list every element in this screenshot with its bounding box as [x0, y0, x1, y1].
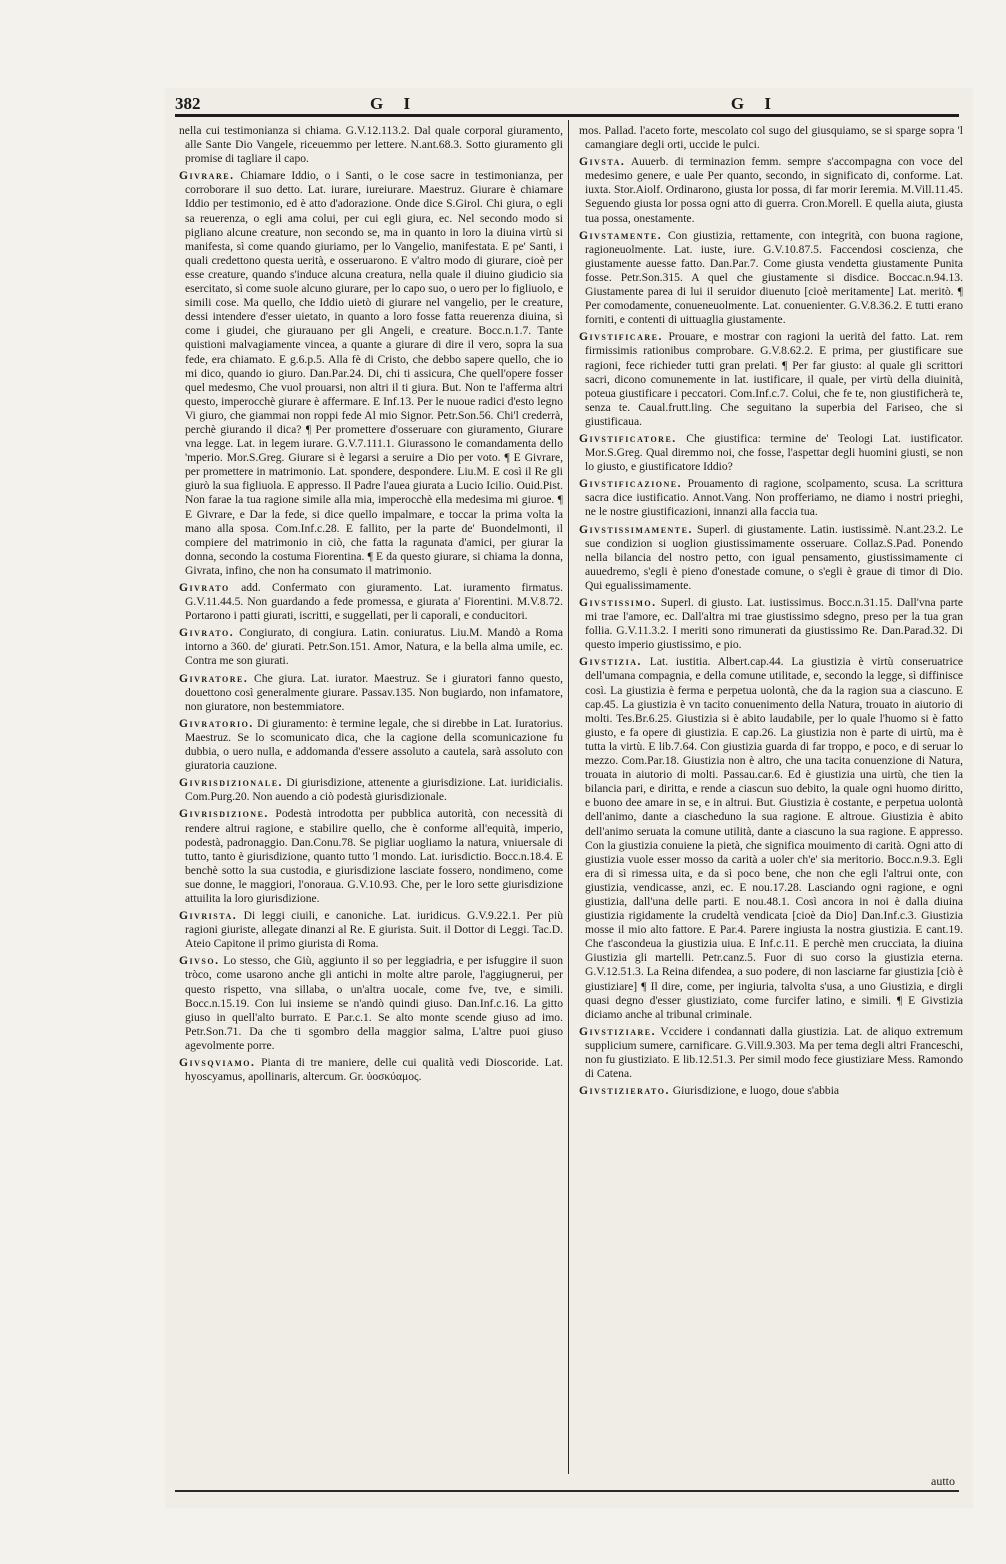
entry-text: Chiamare Iddio, o i Santi, o le cose sacre in testimonianza, per corroborare il suo detto. Lat. iurare, iureiurare. Maestruz. Giurare è chiamare Iddio per testimonio, ed è atto d'adorazione. Onde dice S.Girol. Chi giura, o egli sa reuerenza, o egli ama colui, per cui egli giura, ec. Nel secondo modo si pigliano alcune creature, non secondo se, ma in quanto in loro la diuina virtù si manifesta, sì come quando giuriamo, per lo Vangelio, manifestata. E pe' Santi, i quali credettono questa uerità, e osseruarono. E v'altro modo di giurare, cioè per esse creature, quando s'induce alcuna creatura, nella quale il diuino giudicio sia esercitato, sì come suole alcuno giurare, per lo capo suo, o uero per lo figliuolo, e simili cose. Ma quello, che Iddio uietò di giurare nel vangelio, per le creature, dessi intendere d'esser uietato, in quanto a loro fosse fatta reuerenza diuina, sì come i giudei, che giurauano per gli Angeli, e creature. Bocc.n.1.7. Tante quistioni malvagiamente vincea, a quante a giurare di dire il vero, sopra la sua fede, era chiamato. E g.6.p.5. Alla fè di Cristo, che debbo sapere quello, che io mi dico, quando io giuro. Dan.Par.24. Di, chi ti assicura, Che quell'opere fosser quel medesmo, Che vuol prouarsi, non altri il ti giura. But. Non te l'afferma altri questo, imperocchè giurare è affermare. E Inf.13. Per le nuoue radici d'esto legno Vi giuro, che giammai non roppi fede Al mio Signor. Petr.Son.56. Chi'l crederrà, perchè giurando il dica? ¶ Per promettere d'osseruare con giuramento, Giurare vna legge. Lat. in legem iurare. G.V.7.111.1. Giurassono le comandamenta dello 'mperio. Mor.S.Greg. Giurare si è legarsi a seruire a Dio per voto. ¶ E Givrare, per promettere in matrimonio. Lat. spondere, despondere. Liu.M. E così il Re gli giurò la sua figliuola. E appresso. Il Padre l'auea giurata a Lucio Icilio. Ouid.Pist. Non farae la tua ragione simile alla mia, imperocchè ella medesima mi giuroe. ¶ E Givrare, e Dar la fede, si dice quello impalmare, e toccar la prima volta la mano alla sposa. Com.Inf.c.28. E fallito, per la parte de' Buondelmonti, il compiere del matrimonio in ciò, che fatta la ragunata d'amici, per giurar la donna, secondo la costuma Fiorentina. ¶ E da questo giurare, si chiama la donna, Givrata, infino, che non ha consumato il matrimonio. [185, 169, 563, 577]
dictionary-entry [579, 1025, 963, 1081]
entry-text: mos. Pallad. l'aceto forte, mescolato col sugo del giusquiamo, se si sparge sopra 'l camangiare degli orti, uccide le pulci. [579, 124, 963, 152]
entry-text: Lat. iustitia. Albert.cap.44. La giustizia è virtù conseruatrice dell'umana compagnia, e della comune utilitade, e, secondo la legge, sì diffinisce così. La giustizia è ferma e perpetua uolontà, che da la ragion sua a ciascuno. E cap.45. La giustizia è vn tacito conuenimento della Natura, trouato in aiutorio di molti. Tes.Br.6.25. Giustizia si è abito laudabile, per lo quale l'huomo si è fatto giusto, e fa opere di giustizia. E cap.26. La giustizia non è parte di uirtù, ma è tutta la virtù. E lib.7.64. Con giustizia guarda di far troppo, e poco, e di seruar lo mezzo. Com.Par.18. Giustizia non è altro, che una tacita conuenzione di Natura, trouata in aiutorio di molti. Passau.car.6. Ed è giustizia una uirtù, che tien la bilancia pari, e diritta, e rende a ciascun suo debito, la quale ogni huomo diritto, e buono dee amare in se, e in altrui. But. Giustizia è costante, e perpetua uolontà dell'animo, dante a ciascheduno la sua ragione. E altroue. Giustizia è abito dell'animo seruata la comune utilità, dante a ciascuno la sua ragione. E appresso. Con la giustizia conuiene la pietà, che significa mouimento di carità. Ogni atto di giustizia vuole esser mosso da carità a uoler ch'e' sia meritorio. Bocc.n.9.3. Egli era di sì rimessa uita, e da sì poco bene, che non che egli l'altrui onte, con giustizia, vendicasse, anzi, ec. E nou.17.28. Lasciando ogni ragione, e ogni giustizia, dall'una delle parti. E nou.48.1. Così ancora in noi è dalla diuina giustizia rigidamente la crudeltà vendicata [cioè da Dio] Dan.Inf.c.3. Giustizia mosse il mio alto fattore. E Par.4. Parere ingiusta la nostra giustizia. E cant.19. Che t'ascondeua la giustizia uiua. E Inf.c.11. E perchè men crucciata, la diuina Giustizia gli martelli. Petr.canz.5. Fuor di suo corso la giustizia eterna. G.V.12.51.3. La Reina difendea, a suo podere, di non lasciarne far giustizia [ciò è giustiziare] ¶ Il dire, come, per ingiuria, talvolta s'usa, a uno Giustizia, e dirgli quasi degno d'esser giustiziato, come furcifer latino, e simili. ¶ E Givstizia diciamo anche al tribunal criminale. [585, 655, 963, 1021]
dictionary-entry [579, 477, 963, 519]
dictionary-entry [179, 626, 563, 668]
dictionary-entry [579, 523, 963, 593]
entry-text: Con giustizia, rettamente, con integrità, con buona ragione, ragioneuolmente. Lat. iuste, iure. G.V.10.87.5. Faccendosi coscienza, che giustamente auesse fatto. Dan.Par.7. Come giusta vendetta giustamente Punita fosse. Petr.Son.315. A quel che giustamente si disdice. Boccac.n.94.13. Giustamente parea di lui il seruidor diuenuto [cioè meritamente] Lat. meritò. ¶ Per comodamente, conueneuolmente. Lat. conuenienter. G.V.8.36.2. E tutti erano forniti, e contenti di uittuaglia giustamente. [585, 228, 963, 327]
entry-text: Superl. di giustamente. Latin. iustissimè. N.ant.23.2. Le sue condizion si uoglion giustissimamente osseruare. Collaz.S.Pad. Ponendo nella bilancia del nostro petto, con igual pensamento, giustissimamente ci auuedremo, s'egli è pieno d'onestade comune, o s'egli è graue di timor di Dio. Qui egualissimamente. [585, 522, 963, 592]
dictionary-entry [579, 1084, 963, 1098]
dictionary-entry [579, 596, 963, 652]
page-number: 382 [175, 94, 201, 113]
entry-headword: Givratore. [179, 671, 249, 685]
dictionary-page [165, 88, 973, 1508]
entry-text: Superl. di giusto. Lat. iustissimus. Bocc.n.31.15. Dall'vna parte mi trae l'amore, ec. Dall'altra mi trae giustissimo sdegno, preso per la tua gran follia. G.V.11.3.2. I meriti sono rimunerati da giustissimo Re. Dan.Parad.32. Di questo imperio giustissimo, e pio. [585, 596, 963, 652]
entry-text: add. Confermato con giuramento. Lat. iuramento firmatus. G.V.11.44.5. Non guardando a fede promessa, e giurata a' Fiorentini. M.V.8.72. Portarono i patti giurati, iscritti, e suggellati, per li caporali, e conducitori. [185, 581, 563, 623]
right-column [579, 124, 963, 1464]
left-column [179, 124, 563, 1464]
entry-headword: Givrista. [179, 909, 238, 923]
entry-text: Di giuramento: è termine legale, che si direbbe in Lat. Iuratorius. Maestruz. Se lo scomunicato dica, che la cagione della scomunicazione fu dubbia, o uero nulla, e addomanda d'essere assoluto a cautela, sarà assoluto con giuratoria cauzione. [185, 716, 563, 773]
dictionary-entry [179, 807, 563, 906]
bottom-rule [175, 1490, 959, 1492]
entry-headword: Givratorio. [179, 716, 254, 730]
entry-headword: Givstizierato. [579, 1084, 670, 1098]
dictionary-entry [179, 954, 563, 1053]
entry-text: Congiurato, di congiura. Latin. coniuratus. Liu.M. Mandò a Roma intorno a 360. de' giurati. Petr.Son.151. Amor, Natura, e la bella alma umile, ec. Contra me son giurati. [185, 626, 563, 668]
dictionary-entry [579, 155, 963, 225]
entry-text: Lo stesso, che Giù, aggiunto il so per leggiadria, e per isfuggire il suon tròco, come usarono anche gli antichi in molte altre parole, l'aggiugnerui, per questo rispetto, vna sillaba, o un'altra uocale, come fve, tve, e simili. Bocc.n.15.19. Con lui insieme se n'andò quindi giuso. Dan.Inf.c.16. La gitto giuso in quell'alto burrato. E Par.c.1. Se alto monte scende giuso ad imo. Petr.Son.71. Da che ti sgombro della maggior salma, L'altre puoi giuso agevolmente porre. [185, 954, 563, 1052]
dictionary-entry [179, 124, 563, 166]
dictionary-entry [179, 1056, 563, 1084]
entry-text: Pianta di tre maniere, delle cui qualità vedi Dioscoride. Lat. hyoscyamus, apollinaris, altercum. Gr. ὑοσκύαμος. [185, 1056, 563, 1084]
entry-headword: Givrare. [179, 169, 235, 183]
dictionary-entry [579, 229, 963, 328]
entry-headword: Givrato. [179, 626, 235, 640]
entry-text: Podestà introdotta per pubblica autorità, con necessità di rendere altrui ragione, e stabilire quello, che è conforme all'equità, imperio, podestà, padronaggio. Dan.Conu.78. Se pigliar uogliamo la natura, vniuersale di tutto, tanto è giurisdizione, quanto tutto 'l mondo. Lat. iurisdictio. Bocc.n.18.4. E benchè sotto la sua custodia, e giurisdizione lasciate fossero, nondimeno, come sue donne, le maggiori, l'onoraua. G.V.10.93. Che, per le loro sette giurisdizione attuilita la loro giurisdizione. [185, 807, 563, 905]
entry-headword: Givstificare. [579, 330, 663, 344]
entry-headword: Givstizia. [579, 655, 642, 669]
dictionary-entry [579, 432, 963, 474]
entry-text: Che giura. Lat. iurator. Maestruz. Se i giuratori fanno questo, douettono così generalmente giurare. Passav.135. Non bugiardo, non infamatore, non giuratore, non bestemmiatore. [185, 671, 563, 713]
entry-headword: Givstamente. [579, 228, 663, 242]
entry-headword: Givsqviamo. [179, 1056, 256, 1069]
dictionary-entry [579, 330, 963, 429]
entry-headword: Givstiziare. [579, 1024, 657, 1038]
entry-text: Auuerb. di terminazion femm. sempre s'accompagna con voce del medesimo genere, e uale Per quanto, secondo, in significato di, conforme. Lat. iuxta. Stor.Aiolf. Ordinarono, giusta lor possa, di far morir Ieremia. M.Vill.11.45. Seguendo giusta lor possa ogni atto di guerra. Cron.Morell. E quella aiuta, giusta tua possa, onestamente. [585, 155, 963, 225]
dictionary-entry [179, 581, 563, 623]
entry-headword: Givstissimo. [579, 596, 657, 609]
entry-headword: Givrisdizione. [179, 807, 269, 821]
dictionary-entry [179, 672, 563, 714]
dictionary-entry [179, 909, 563, 951]
entry-text: Vccidere i condannati dalla giustizia. Lat. de aliquo extremum supplicium sumere, carnificare. G.Vill.9.303. Ma per tema degli altri Franceschi, non fu giustiziato. E lib.12.51.3. Per simil modo fece giustiziare Mess. Ramondo di Catena. [585, 1024, 963, 1081]
entry-headword: Givstificatore. [579, 431, 677, 445]
column-divider [568, 120, 569, 1474]
entry-text: Prouamento di ragione, scolpamento, scusa. La scrittura sacra dice iustificatio. Annot.Vang. Non profferiamo, ne diamo i nostri prieghi, ne le nostre giustificazioni, innanzi alla faccia tua. [585, 477, 963, 519]
running-head-left: G I [370, 94, 419, 113]
dictionary-entry [179, 169, 563, 578]
dictionary-entry [579, 655, 963, 1021]
dictionary-entry [179, 717, 563, 773]
dictionary-entry [579, 124, 963, 152]
entry-text: Giurisdizione, e luogo, doue s'abbia [672, 1084, 840, 1098]
entry-headword: Givrato [179, 581, 230, 594]
entry-headword: Givsta. [579, 155, 626, 169]
dictionary-entry [179, 776, 563, 804]
entry-headword: Givrisdizionale. [179, 776, 283, 790]
catchword: autto [931, 1474, 955, 1488]
page-header [175, 94, 959, 117]
entry-text: Che giustifica: termine de' Teologi Lat. iustificator. Mor.S.Greg. Qual diremmo noi, che fosse, l'aspettar degli huomini giusti, se non lo giusto, e giustificatore Iddio? [585, 431, 963, 474]
entry-text: nella cui testimonianza si chiama. G.V.12.113.2. Dal quale corporal giuramento, alle Sante Dio Vangele, riceuemmo per lettere. N.ant.68.3. Sotto giuramento gli promise di tagliare il capo. [179, 124, 563, 166]
entry-headword: Givstissimamente. [579, 522, 693, 536]
running-head-right: G I [730, 94, 779, 113]
entry-text: Di giurisdizione, attenente a giurisdizione. Lat. iuridicialis. Com.Purg.20. Non auendo a ciò podestà giurisdizionale. [185, 776, 563, 804]
entry-headword: Givso. [179, 954, 220, 968]
entry-text: Prouare, e mostrar con ragioni la uerità del fatto. Lat. rem firmissimis rationibus comprobare. G.V.8.62.2. E prima, per giustificare sue ragioni, fece richieder tutti gran prelati. ¶ Per far giusto: al quale gli scrittori sacri, dicono comunemente in lat. iustificare, il quale, per virtù della diuinità, poteua giustificare i peccatori. Com.Inf.c.7. Colui, che fe te, non giustificherà te, senza te. Caual.frutt.ling. Che seguitano la superbia del Fariseo, che si giustificaua. [585, 330, 963, 428]
entry-headword: Givstificazione. [579, 477, 683, 491]
entry-text: Di leggi ciuili, e canoniche. Lat. iuridicus. G.V.9.22.1. Per più ragioni giuriste, allegate dinanzi al Re. E giurista. Suit. il Dottor di Leggi. Tac.D. Ateio Capitone il primo giurista di Roma. [185, 909, 563, 951]
